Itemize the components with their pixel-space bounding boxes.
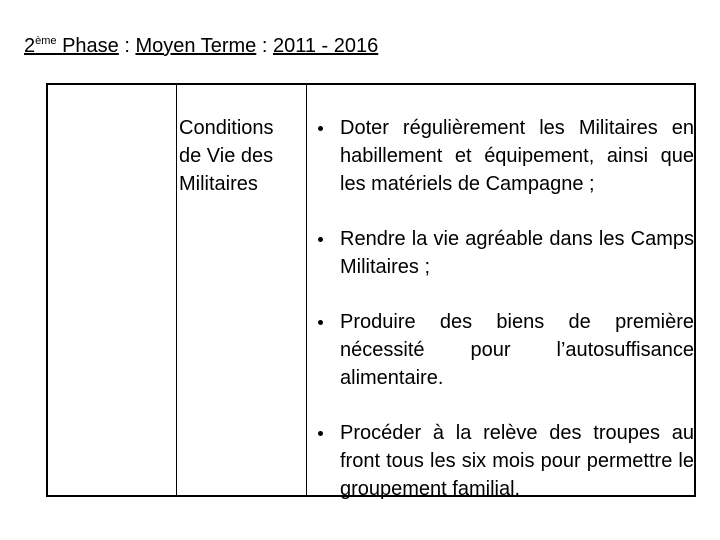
list-item (310, 114, 694, 198)
list-item (310, 225, 694, 281)
heading-separator-1: : (118, 35, 136, 57)
list-item (310, 308, 694, 392)
phase-superscript: ème (35, 35, 57, 47)
list-item-text: Rendre la vie agréable dans les Camps Militaires ; (340, 228, 694, 278)
phase-number: 2ème Phase (24, 35, 119, 57)
list-item-text: Procéder à la relève des troupes au front tous les six mois pour permettre le groupement familial. (340, 422, 694, 500)
year-range: 2011 - 2016 (272, 35, 379, 57)
category-line-2: de Vie des (179, 145, 274, 167)
list-item-text: Produire des biens de première nécessité pour l’autosuffisance alimentaire. (340, 311, 694, 389)
column-divider-2 (306, 85, 307, 495)
list-item-text: Doter régulièrement les Militaires en habillement et équipement, ainsi que les matériels de Campagne ; (340, 117, 694, 195)
term-label: Moyen Terme (135, 35, 257, 57)
measures-table (46, 83, 696, 500)
bullet-icon (318, 320, 323, 325)
bullet-icon (318, 237, 323, 242)
column-divider-1 (176, 85, 177, 495)
category-line-3: Militaires (179, 173, 258, 195)
bullet-icon (318, 431, 323, 436)
list-item (310, 419, 694, 503)
measures-list (310, 114, 694, 503)
phase-heading (24, 34, 378, 58)
category-cell (179, 114, 305, 198)
bullet-icon (318, 126, 323, 131)
category-line-1: Conditions (179, 117, 274, 139)
heading-separator-2: : (256, 35, 273, 57)
